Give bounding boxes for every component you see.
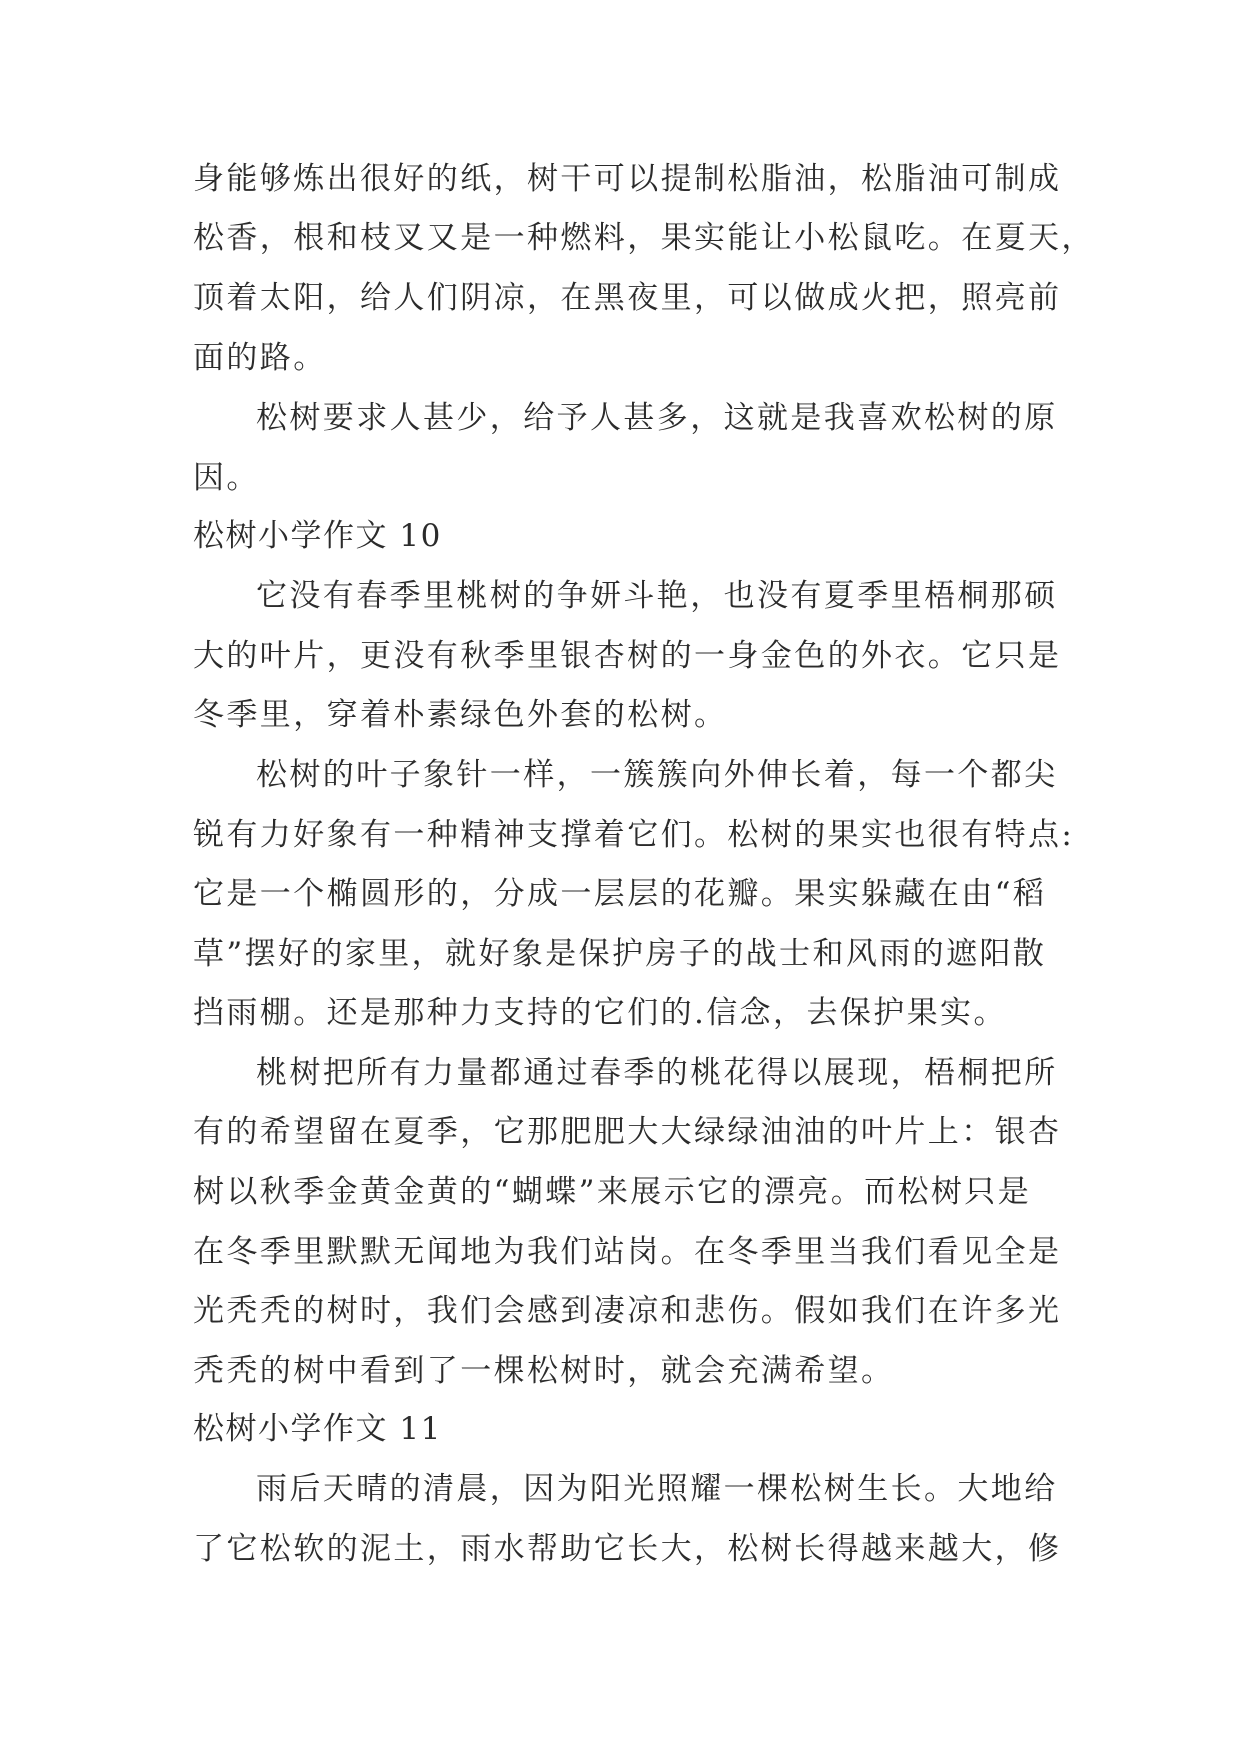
text-line: 挡雨棚。还是那种力支持的它们的.信念，去保护果实。 [193,995,1007,1031]
paragraph-first-line: 松树要求人甚少，给予人甚多，这就是我喜欢松树的原 [256,400,1058,436]
text-line: 锐有力好象有一种精神支撑着它们。松树的果实也很有特点: [193,817,1075,853]
text-line: 冬季里，穿着朴素绿色外套的松树。 [193,697,728,733]
section-heading-11: 松树小学作文 11 [193,1411,442,1447]
section-heading-10: 松树小学作文 10 [193,518,442,554]
text-line: 有的希望留在夏季，它那肥肥大大绿绿油油的叶片上：银杏 [193,1114,1062,1150]
text-line: 大的叶片，更没有秋季里银杏树的一身金色的外衣。它只是 [193,638,1062,674]
text-line: 它是一个椭圆形的，分成一层层的花瓣。果实躲藏在由“稻 [193,876,1047,912]
text-line: 在冬季里默默无闻地为我们站岗。在冬季里当我们看见全是 [193,1234,1062,1270]
text-line: 树以秋季金黄金黄的“蝴蝶”来展示它的漂亮。而松树只是 [193,1174,1032,1210]
paragraph-first-line: 它没有春季里桃树的争妍斗艳，也没有夏季里梧桐那硕 [256,578,1058,614]
paragraph-first-line: 松树的叶子象针一样，一簇簇向外伸长着，每一个都尖 [256,757,1058,793]
text-line: 因。 [193,460,260,496]
text-line: 松香，根和枝叉又是一种燃料，果实能让小松鼠吃。在夏天， [193,220,1095,256]
text-line: 秃秃的树中看到了一棵松树时，就会充满希望。 [193,1353,895,1389]
text-line: 光秃秃的树时，我们会感到凄凉和悲伤。假如我们在许多光 [193,1293,1062,1329]
paragraph-first-line: 桃树把所有力量都通过春季的桃花得以展现，梧桐把所 [256,1055,1058,1091]
text-line: 身能够炼出很好的纸，树干可以提制松脂油，松脂油可制成 [193,161,1062,197]
paragraph-first-line: 雨后天晴的清晨，因为阳光照耀一棵松树生长。大地给 [256,1471,1058,1507]
text-line: 顶着太阳，给人们阴凉，在黑夜里，可以做成火把，照亮前 [193,280,1062,316]
text-line: 草”摆好的家里，就好象是保护房子的战士和风雨的遮阳散 [193,936,1047,972]
text-line: 面的路。 [193,340,327,376]
text-line: 了它松软的泥土，雨水帮助它长大，松树长得越来越大，修 [193,1531,1062,1567]
